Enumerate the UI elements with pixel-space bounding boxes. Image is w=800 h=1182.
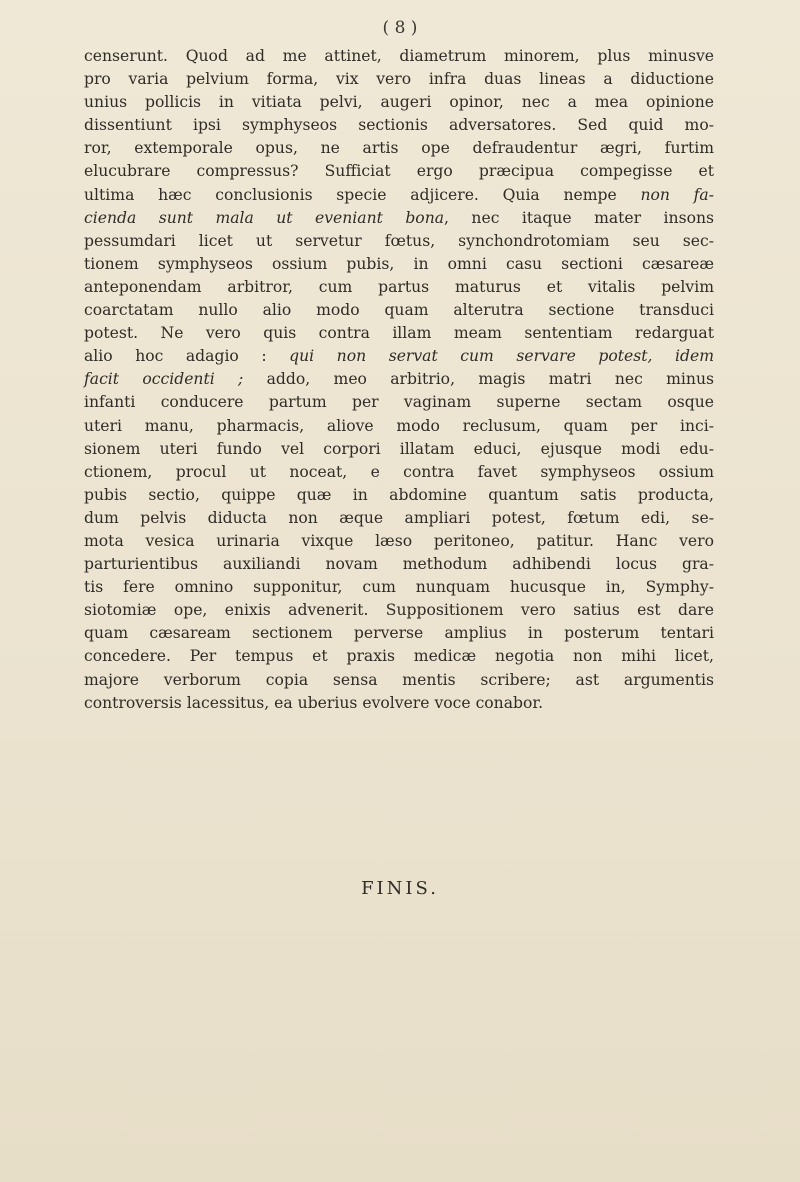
text-line bbox=[84, 91, 714, 114]
text-segment: coarctatam nullo alio modo quam alterutra sectione transduci bbox=[84, 301, 714, 320]
text-segment: censerunt. Quod ad me attinet, diametrum minorem, plus minusve bbox=[84, 47, 714, 65]
text-segment: , nec itaque mater insons bbox=[444, 208, 715, 227]
text-segment: uteri manu, pharmacis, aliove modo reclusum, quam per inci- bbox=[84, 416, 714, 435]
text-line bbox=[84, 576, 714, 599]
text-line bbox=[84, 415, 714, 438]
text-line bbox=[84, 114, 714, 137]
text-line bbox=[84, 322, 714, 345]
text-line bbox=[84, 160, 714, 183]
text-segment: qui non servat cum servare potest, idem bbox=[289, 347, 714, 366]
text-line bbox=[84, 368, 714, 391]
text-line bbox=[84, 553, 714, 576]
text-segment: ror, extemporale opus, ne artis ope defraudentur ægri, furtim bbox=[84, 139, 714, 158]
text-segment: non fa- bbox=[640, 185, 714, 204]
text-segment: ctionem, procul ut noceat, e contra favet symphyseos ossium bbox=[84, 462, 714, 481]
text-segment: pro varia pelvium forma, vix vero infra duas lineas a diductione bbox=[84, 70, 714, 89]
text-segment: quam cæsaream sectionem perverse amplius in posterum tentari bbox=[84, 624, 714, 643]
text-segment: ultima hæc conclusionis specie adjicere. Quia nempe bbox=[84, 185, 641, 204]
text-segment: anteponendam arbitror, cum partus maturus et vitalis pelvim bbox=[84, 277, 714, 296]
text-segment: pessumdari licet ut servetur fœtus, synchondrotomiam seu sec- bbox=[84, 231, 714, 250]
text-line bbox=[84, 530, 714, 553]
text-line bbox=[84, 599, 714, 622]
text-line bbox=[84, 299, 714, 322]
text-line bbox=[84, 184, 714, 207]
text-segment: addo, meo arbitrio, magis matri nec minus bbox=[243, 370, 714, 389]
page-number: ( 8 ) bbox=[382, 18, 418, 38]
text-line bbox=[84, 276, 714, 299]
text-line bbox=[84, 669, 714, 692]
text-line bbox=[84, 507, 714, 530]
text-line bbox=[84, 68, 714, 91]
text-segment: parturientibus auxiliandi novam methodum adhibendi locus gra- bbox=[84, 555, 714, 574]
text-segment: dum pelvis diducta non æque ampliari potest, fœtum edi, se- bbox=[84, 508, 714, 527]
text-line bbox=[84, 207, 714, 230]
text-segment: controversis lacessitus, ea uberius evolvere voce conabor. bbox=[84, 693, 544, 712]
text-segment: majore verborum copia sensa mentis scribere; ast argumentis bbox=[84, 670, 714, 689]
text-segment: cienda sunt mala ut eveniant bona bbox=[84, 208, 445, 227]
text-line bbox=[84, 461, 714, 484]
text-segment: tionem symphyseos ossium pubis, in omni casu sectioni cæsareæ bbox=[84, 254, 714, 273]
finis-heading: FINIS. bbox=[361, 878, 439, 899]
text-line bbox=[84, 645, 714, 668]
text-line bbox=[84, 438, 714, 461]
text-line bbox=[84, 253, 714, 276]
text-line bbox=[84, 345, 714, 368]
text-segment: tis fere omnino supponitur, cum nunquam hucusque in, Symphy- bbox=[84, 578, 714, 597]
text-segment: dissentiunt ipsi symphyseos sectionis adversatores. Sed quid mo- bbox=[84, 116, 714, 135]
text-line bbox=[84, 230, 714, 253]
text-segment: potest. Ne vero quis contra illam meam sententiam redarguat bbox=[84, 324, 714, 343]
body-text bbox=[84, 45, 714, 715]
text-segment: alio hoc adagio : bbox=[84, 347, 290, 366]
text-segment: unius pollicis in vitiata pelvi, augeri opinor, nec a mea opinione bbox=[84, 93, 714, 112]
text-line bbox=[84, 45, 714, 68]
text-segment: elucubrare compressus? Sufficiat ergo præcipua compegisse et bbox=[84, 162, 714, 181]
text-segment: siotomiæ ope, enixis advenerit. Suppositionem vero satius est dare bbox=[84, 601, 714, 620]
text-segment: sionem uteri fundo vel corpori illatam educi, ejusque modi edu- bbox=[84, 439, 714, 458]
text-line bbox=[84, 137, 714, 160]
text-segment: mota vesica urinaria vixque læso peritoneo, patitur. Hanc vero bbox=[84, 531, 714, 550]
text-segment: pubis sectio, quippe quæ in abdomine quantum satis producta, bbox=[84, 485, 714, 504]
text-line bbox=[84, 692, 714, 715]
text-line bbox=[84, 622, 714, 645]
text-segment: concedere. Per tempus et praxis medicæ negotia non mihi licet, bbox=[84, 647, 714, 666]
text-segment: facit occidenti ; bbox=[84, 370, 244, 389]
text-line bbox=[84, 391, 714, 414]
text-line bbox=[84, 484, 714, 507]
text-segment: infanti conducere partum per vaginam superne sectam osque bbox=[84, 393, 714, 412]
